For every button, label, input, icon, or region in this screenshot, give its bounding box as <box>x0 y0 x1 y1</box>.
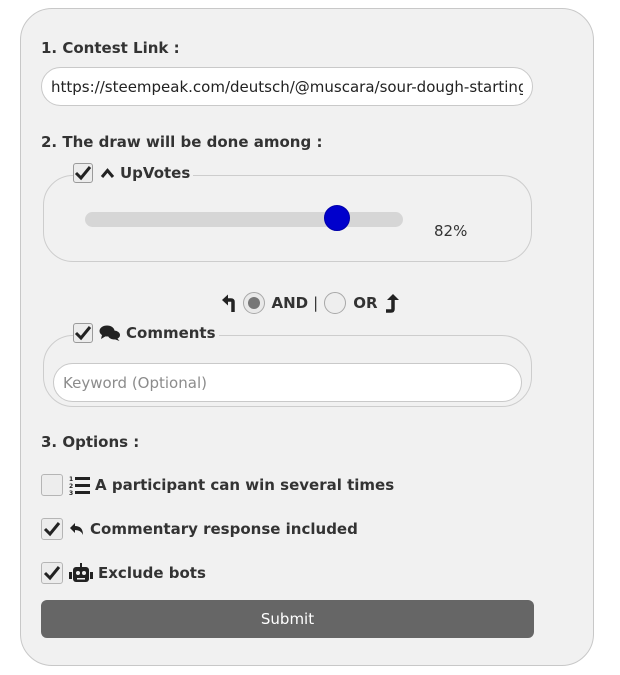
logic-selector <box>0 290 620 316</box>
submit-button[interactable]: Submit <box>41 600 534 638</box>
and-radio[interactable] <box>243 292 265 314</box>
turn-left-arrow-icon <box>221 293 237 313</box>
reply-icon <box>69 521 85 537</box>
section-title-options: 3. Options : <box>41 433 140 451</box>
comments-label: Comments <box>126 324 216 342</box>
option-row-win-several-times <box>41 474 394 496</box>
option-row-commentary-response <box>41 518 358 540</box>
numbered-list-icon <box>69 475 90 495</box>
turn-up-arrow-icon <box>384 293 400 313</box>
and-label: AND <box>271 294 309 312</box>
or-label: OR <box>353 294 378 312</box>
upvotes-checkbox[interactable] <box>73 163 93 183</box>
comments-checkbox[interactable] <box>73 323 93 343</box>
or-radio[interactable] <box>324 292 346 314</box>
contest-link-input[interactable] <box>41 67 533 106</box>
section-title-contest-link: 1. Contest Link : <box>41 39 180 57</box>
chevron-up-icon <box>100 167 115 179</box>
commentary-response-label: Commentary response included <box>90 520 358 538</box>
robot-icon <box>69 563 93 583</box>
upvote-percent-slider-track[interactable] <box>85 212 403 227</box>
upvote-percent-value: 82% <box>434 222 468 240</box>
win-several-times-label: A participant can win several times <box>95 476 395 494</box>
commentary-response-checkbox[interactable] <box>41 518 63 540</box>
win-several-times-checkbox[interactable] <box>41 474 63 496</box>
upvotes-label: UpVotes <box>120 164 191 182</box>
keyword-input[interactable] <box>53 363 522 402</box>
svg-text:2: 2 <box>69 483 74 490</box>
comments-icon <box>99 324 121 342</box>
logic-separator: | <box>313 294 319 312</box>
option-row-exclude-bots <box>41 562 206 584</box>
comments-legend <box>73 323 219 343</box>
exclude-bots-label: Exclude bots <box>98 564 206 582</box>
upvotes-legend <box>73 163 193 183</box>
and-radio-selected-dot <box>248 297 260 309</box>
svg-text:3: 3 <box>69 490 74 495</box>
svg-text:1: 1 <box>69 476 74 483</box>
exclude-bots-checkbox[interactable] <box>41 562 63 584</box>
section-title-draw-among: 2. The draw will be done among : <box>41 133 323 151</box>
